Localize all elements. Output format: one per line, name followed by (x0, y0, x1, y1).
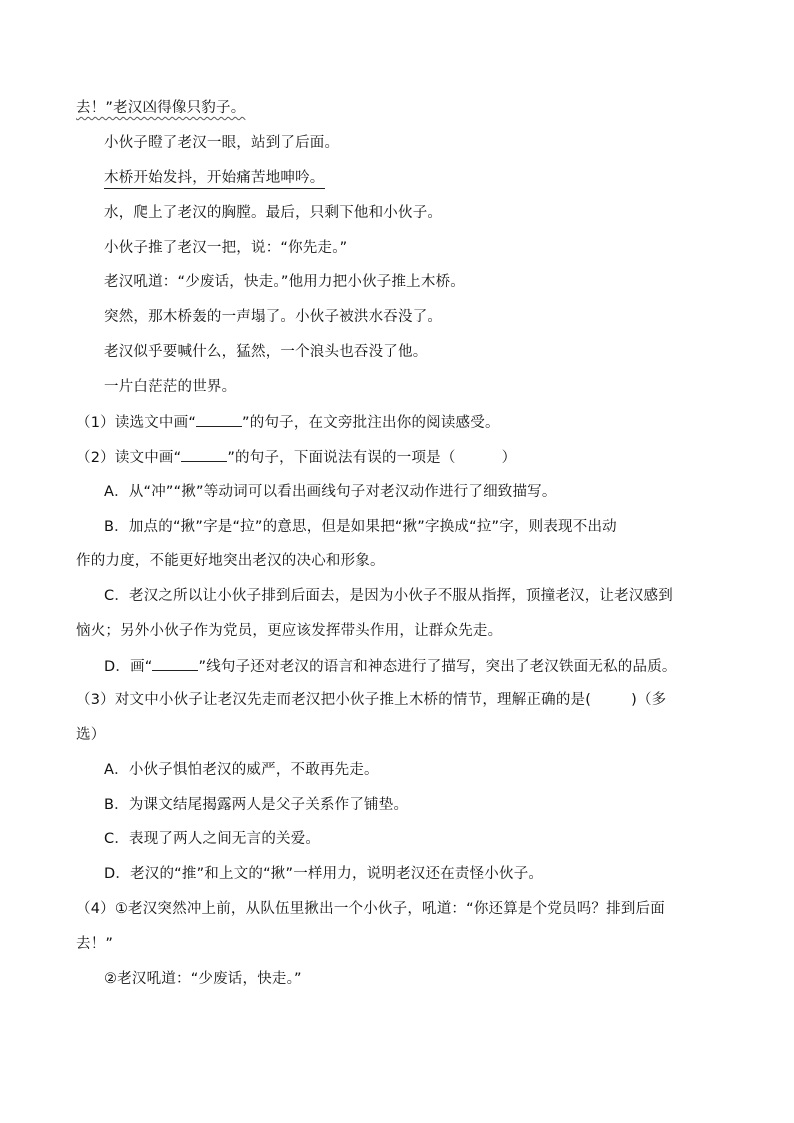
question-4-line3: ②老汉吼道：“少废话，快走。” (104, 971, 302, 987)
q3-option-d: D．老汉的“推”和上文的“揪”一样用力，说明老汉还在责怪小伙子。 (104, 866, 544, 882)
question-2: （2）读文中画“ ”的句子，下面说法有误的一项是（ ） (76, 447, 516, 468)
q3-option-a: A．小伙子惧怕老汉的威严，不敢再先走。 (104, 762, 379, 778)
q2-option-d: D．画“ ”线句子还对老汉的语言和神态进行了描写，突出了老汉铁面无私的品质。 (104, 656, 677, 677)
passage-line-8: 老汉似乎要喊什么，猛然，一个浪头也吞没了他。 (104, 344, 428, 360)
q2-option-a: A．从“冲”“揪”等动词可以看出画线句子对老汉动作进行了细致描写。 (104, 484, 557, 500)
passage-line-7: 突然，那木桥轰的一声塌了。小伙子被洪水吞没了。 (104, 309, 443, 325)
q2-option-b-line1: B．加点的“揪”字是“拉”的意思，但是如果把“揪”字换成“拉”字，则表现不出动 (104, 519, 617, 535)
question-4-line1: （4）①老汉突然冲上前，从队伍里揪出一个小伙子，吼道：“你还算是个党员吗？排到后面 (76, 901, 665, 917)
q2-option-c-line1: C．老汉之所以让小伙子排到后面去，是因为小伙子不服从指挥，顶撞老汉，让老汉感到 (104, 588, 673, 604)
passage-line-2: 小伙子瞪了老汉一眼，站到了后面。 (104, 135, 340, 151)
q3-option-c: C．表现了两人之间无言的关爱。 (104, 831, 321, 847)
underline-blank (196, 412, 242, 427)
q2-option-c-line2: 恼火；另外小伙子作为党员，更应该发挥带头作用，让群众先走。 (76, 623, 503, 639)
passage-line-6: 老汉吼道：“少废话，快走。”他用力把小伙子推上木桥。 (104, 274, 465, 290)
question-4-line2: 去！” (76, 936, 114, 952)
question-1: （1）读选文中画“ ”的句子，在文旁批注出你的阅读感受。 (76, 412, 500, 433)
q2-option-b-line2: 作的力度，不能更好地突出老汉的决心和形象。 (76, 553, 385, 569)
passage-line-1 (76, 98, 245, 118)
question-3-continued: 选） (76, 727, 106, 743)
q3-option-b: B．为课文结尾揭露两人是父子关系作了铺垫。 (104, 797, 409, 813)
passage-line-4: 水，爬上了老汉的胸膛。最后，只剩下他和小伙子。 (104, 205, 443, 221)
solid-underlined-sentence: 木桥开始发抖，开始痛苦地呻吟。 (104, 170, 325, 189)
passage-line-3 (104, 168, 325, 188)
wavy-underlined-sentence: 去！”老汉凶得像只豹子。 (76, 100, 246, 116)
passage-line-9: 一片白茫茫的世界。 (104, 379, 237, 395)
passage-line-5: 小伙子推了老汉一把，说：“你先走。” (104, 240, 348, 256)
underline-blank (152, 656, 198, 671)
question-3: （3）对文中小伙子让老汉先走而老汉把小伙子推上木桥的情节，理解正确的是( )（多 (76, 692, 667, 708)
underline-blank (181, 447, 227, 462)
